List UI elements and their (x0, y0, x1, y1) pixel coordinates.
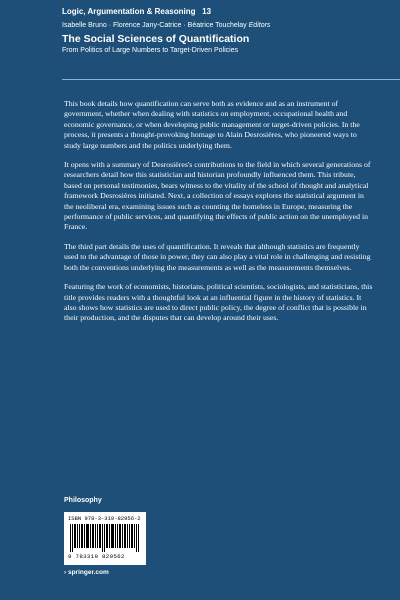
editors-names: Isabelle Bruno · Florence Jany-Catrice · Béatrice Touchelay (62, 22, 247, 29)
series-volume: 13 (202, 7, 212, 16)
blurb-paragraph: It opens with a summary of Desrosières's contributions to the field in which several generations of researchers detail how this statistician and historian profoundly influenced them. This tribute, based on personal testimonies, bears witness to the vitality of the school of thought and analytical framework Desrosières initiated. Next, a collection of essays explores the statistical argument in the neoliberal era, examining issues such as counting the homeless in Europe, measuring the performance of public services, and quantifying the effects of public action on the unemployed in France. (64, 160, 371, 232)
header-divider (62, 79, 400, 80)
barcode-block (64, 512, 146, 565)
blurb-paragraph: Featuring the work of economists, historians, political scientists, sociologists, and statisticians, this title provides readers with a thoughtful look at an influential figure in the history of statistics. It also shows how statistics are used to direct public policy, the degree of conflict that is possible in their production, and the disputes that can develop around their uses. (64, 282, 373, 323)
blurb (64, 99, 374, 333)
barcode-digits: 9 783319 829562 (68, 553, 125, 560)
barcode-icon (68, 524, 142, 552)
blurb-paragraph: The third part details the uses of quantification. It reveals that although statistics are frequently used to the advantage of those in power, they can also play a vital role in challenging and resisting both the conventions underlying the measurements as well as the measurements themselves. (64, 241, 371, 272)
editors-role: Editors (248, 22, 271, 29)
blurb-paragraph: This book details how quantification can serve both as evidence and as an instrument of government, whether when dealing with statistics on employment, occupational health and economic governance, or when developing public management or target-driven policies. In the process, it presents a thought-provoking homage to Alain Desrosières, who pioneered ways to study large numbers and the politics underlying them. (64, 99, 360, 150)
cover-header (62, 6, 392, 56)
editors-line (62, 21, 392, 31)
series-line (62, 6, 392, 18)
series-name: Logic, Argumentation & Reasoning (62, 7, 196, 16)
subject-category: Philosophy (64, 497, 102, 504)
isbn-text: ISBN 978-3-319-82956-2 (68, 515, 141, 522)
publisher-website[interactable]: › springer.com (64, 569, 109, 576)
book-subtitle: From Politics of Large Numbers to Target-Driven Policies (62, 47, 239, 54)
book-title: The Social Sciences of Quantification (62, 33, 250, 45)
